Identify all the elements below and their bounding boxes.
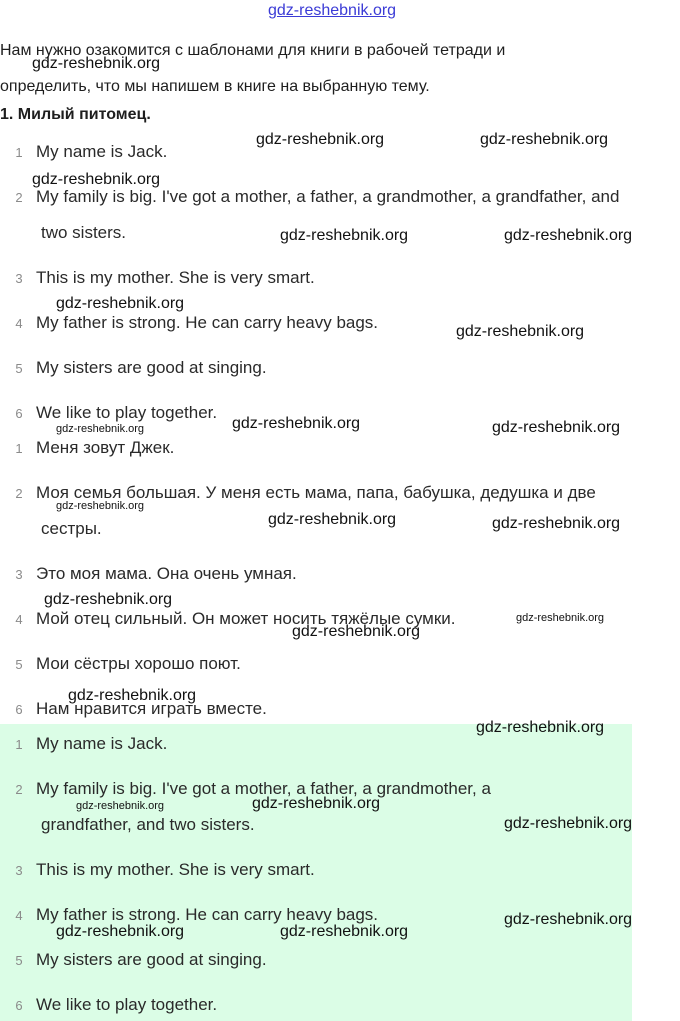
line-text: My family is big. I've got a mother, a father, a grandmother, a grandfather, and — [36, 187, 620, 206]
line-text: Мой отец сильный. Он может носить тяжёлые сумки. — [36, 609, 456, 628]
line-text: My name is Jack. — [36, 142, 168, 161]
line-number: 2 — [15, 190, 23, 205]
intro-line-1: Нам нужно озакомится с шаблонами для книги в рабочей тетради и — [0, 42, 506, 59]
line-text: My father is strong. He can carry heavy bags. — [36, 905, 379, 924]
line-number: 6 — [15, 998, 23, 1013]
watermark: gdz-reshebnik.org — [68, 687, 197, 704]
line-text: Моя семья большая. У меня есть мама, папа, бабушка, дедушка и две — [36, 483, 596, 502]
line-text: Нам нравится играть вместе. — [36, 699, 267, 718]
watermark: gdz-reshebnik.org — [504, 815, 633, 832]
section-title: 1. Милый питомец. — [0, 106, 151, 123]
line-number: 1 — [15, 441, 23, 456]
line-text: grandfather, and two sisters. — [41, 815, 255, 834]
line-text: My sisters are good at singing. — [36, 358, 267, 377]
watermark: gdz-reshebnik.org — [56, 923, 185, 940]
site-link[interactable]: gdz-reshebnik.org — [268, 2, 397, 19]
line-number: 1 — [15, 145, 23, 160]
line-text: Мои сёстры хорошо поют. — [36, 654, 241, 673]
line-text: two sisters. — [41, 223, 127, 242]
line-number: 3 — [15, 271, 23, 286]
watermark: gdz-reshebnik.org — [56, 423, 145, 435]
watermark: gdz-reshebnik.org — [492, 515, 621, 532]
line-text: This is my mother. She is very smart. — [36, 268, 315, 287]
line-text: This is my mother. She is very smart. — [36, 860, 315, 879]
line-number: 1 — [15, 737, 23, 752]
watermark: gdz-reshebnik.org — [280, 227, 409, 244]
watermark: gdz-reshebnik.org — [32, 55, 161, 72]
intro-line-2: определить, что мы напишем в книге на выбранную тему. — [0, 78, 430, 95]
line-number: 4 — [15, 316, 23, 331]
watermark: gdz-reshebnik.org — [476, 719, 605, 736]
watermark: gdz-reshebnik.org — [76, 800, 165, 812]
watermark: gdz-reshebnik.org — [56, 500, 145, 512]
line-text: We like to play together. — [36, 995, 218, 1014]
line-number: 2 — [15, 486, 23, 501]
watermark: gdz-reshebnik.org — [480, 131, 609, 148]
line-number: 2 — [15, 782, 23, 797]
line-number: 6 — [15, 406, 23, 421]
line-number: 3 — [15, 863, 23, 878]
line-text: We like to play together. — [36, 403, 218, 422]
line-number: 5 — [15, 657, 23, 672]
line-number: 4 — [15, 612, 23, 627]
watermark: gdz-reshebnik.org — [504, 227, 633, 244]
watermark: gdz-reshebnik.org — [32, 171, 161, 188]
line-text: My sisters are good at singing. — [36, 950, 267, 969]
watermark: gdz-reshebnik.org — [44, 591, 173, 608]
watermark: gdz-reshebnik.org — [256, 131, 385, 148]
watermark: gdz-reshebnik.org — [504, 911, 633, 928]
watermark: gdz-reshebnik.org — [516, 612, 605, 624]
line-text: My name is Jack. — [36, 734, 168, 753]
line-text: My father is strong. He can carry heavy bags. — [36, 313, 379, 332]
line-number: 6 — [15, 702, 23, 717]
line-number: 3 — [15, 567, 23, 582]
watermark: gdz-reshebnik.org — [268, 511, 397, 528]
line-text: Это моя мама. Она очень умная. — [36, 564, 297, 583]
line-number: 5 — [15, 361, 23, 376]
line-number: 4 — [15, 908, 23, 923]
watermark: gdz-reshebnik.org — [456, 323, 585, 340]
line-text: My family is big. I've got a mother, a father, a grandmother, a — [36, 779, 491, 798]
watermark: gdz-reshebnik.org — [56, 295, 185, 312]
line-text: сестры. — [41, 519, 102, 538]
watermark: gdz-reshebnik.org — [492, 419, 621, 436]
line-number: 5 — [15, 953, 23, 968]
watermark: gdz-reshebnik.org — [232, 415, 361, 432]
watermark: gdz-reshebnik.org — [292, 623, 421, 640]
watermark: gdz-reshebnik.org — [280, 923, 409, 940]
line-text: Меня зовут Джек. — [36, 438, 175, 457]
watermark: gdz-reshebnik.org — [252, 795, 381, 812]
